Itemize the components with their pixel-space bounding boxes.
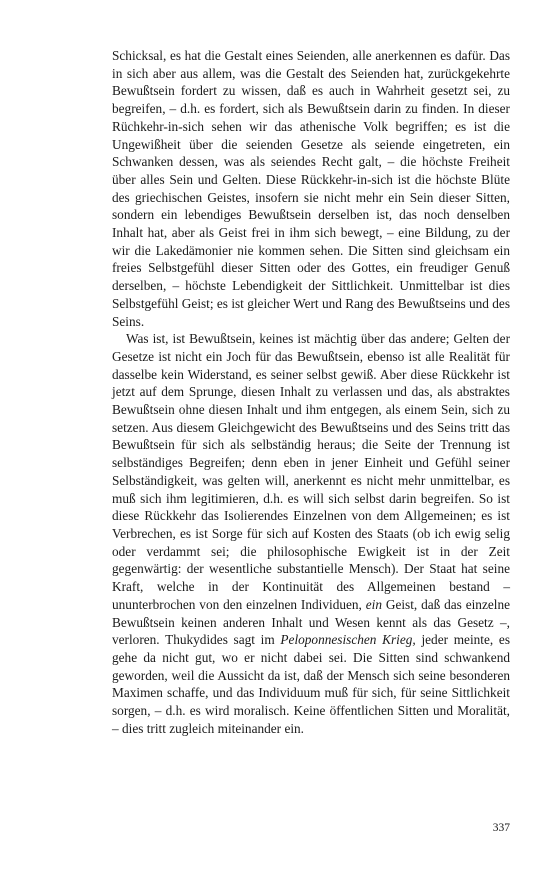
paragraph-2-text-b: Geist, daß das einzelne Bewußtsein keinen anderen Inhalt und Wesen kennt als das Gesetz –, verloren. Thukydides sagt im — [112, 596, 511, 648]
paragraph-2-text-a: Was ist, ist Bewußtsein, keines ist mächtig über das andere; Gelten der Gesetze ist nicht ein Joch für das Bewußtsein, ebenso ist alle Realität für dasselbe kein Widerstand, es seiner selbst gewiß. Aber diese Rückkehr ist jetzt auf dem Sprunge, diesen Inhalt zu verlassen und das, als abstraktes Bewußtsein ohne diesen Inhalt und ihm entgegen, als einem Sein, sich zu setzen. Aus diesem Gleichgewicht des Bewußtseins und des Seins tritt das Bewußtsein für sich als selbständig heraus; die Seite der Trennung ist selbständiges Begreifen; denn eben in jener Einheit und Gefühl seiner Selbständigkeit, was gelten will, anerkennt es nicht mehr unmittelbar, es muß sich ihm legitimieren, d.h. es will sich selbst darin begreifen. So ist diese Rückkehr das Isolierendes Einzelnen von dem Allgemeinen; es ist Verbrechen, es ist Sorge für sich auf Kosten des Staats (ob ich ewig selig oder verdammt sei; die philosophische Ewigkeit ist in der Zeit gegenwärtig: der wesentliche substantielle Mensch). Der Staat hat seine Kraft, welche in der Kontinuität des Allgemeinen bestand – ununterbrochen von den einzelnen Individuen, — [112, 331, 510, 612]
italic-book-title: Peloponnesischen Krieg, — [280, 632, 416, 648]
paragraph-2-text-c: jeder meinte, es gehe da nicht gut, wo er nicht dabei sei. Die Sitten sind schwankend geworden, weil die Aussicht da ist, daß der Mensch sich seine besonderen Maximen schaffe, und das Individuum muß für sich, für seine Sittlichkeit sorgen, – d.h. es wird moralisch. Keine öffentlichen Sitten und Moralität, – dies tritt zugleich miteinander ein. — [112, 632, 511, 736]
paragraph-2 — [112, 330, 510, 737]
italic-ein: ein — [365, 596, 382, 612]
paragraph-1: Schicksal, es hat die Gestalt eines Seienden, alle anerkennen es dafür. Das in sich aber aus allem, was die Gestalt des Seienden hat, zurückgekehrte Bewußtsein fordert zu wissen, daß es auch in Wahrheit gesetzt sei, zu begreifen, – d.h. es fordert, sich als Bewußtsein darin zu finden. In dieser Rüchkehr-in-sich sehen wir das athenische Volk begriffen; es ist die Ungewißheit über die seienden Gesetze als seiende eingetreten, ein Schwanken dessen, was als seiendes Recht galt, – die höchste Freiheit über alles Sein und Gelten. Diese Rückkehr-in-sich ist die höchste Blüte des griechischen Geistes, insofern sie nicht mehr ein Sein dieser Sitten, sondern ein lebendiges Bewußtsein derselben ist, das noch denselben Inhalt hat, aber als Geist frei in ihm sich bewegt, – eine Bildung, zu der wir die Lakedämonier nie kommen sehen. Die Sitten sind gleichsam ein freies Selbstgefühl dieser Sitten oder des Gottes, ein freudiger Genuß derselben, – höchste Lebendigkeit der Sittlichkeit. Unmittelbar ist dies Selbstgefühl Geist; es ist gleicher Wert und Rang des Bewußtseins und des Seins. — [112, 48, 510, 329]
page-body — [112, 47, 510, 737]
page-number: 337 — [492, 822, 510, 834]
